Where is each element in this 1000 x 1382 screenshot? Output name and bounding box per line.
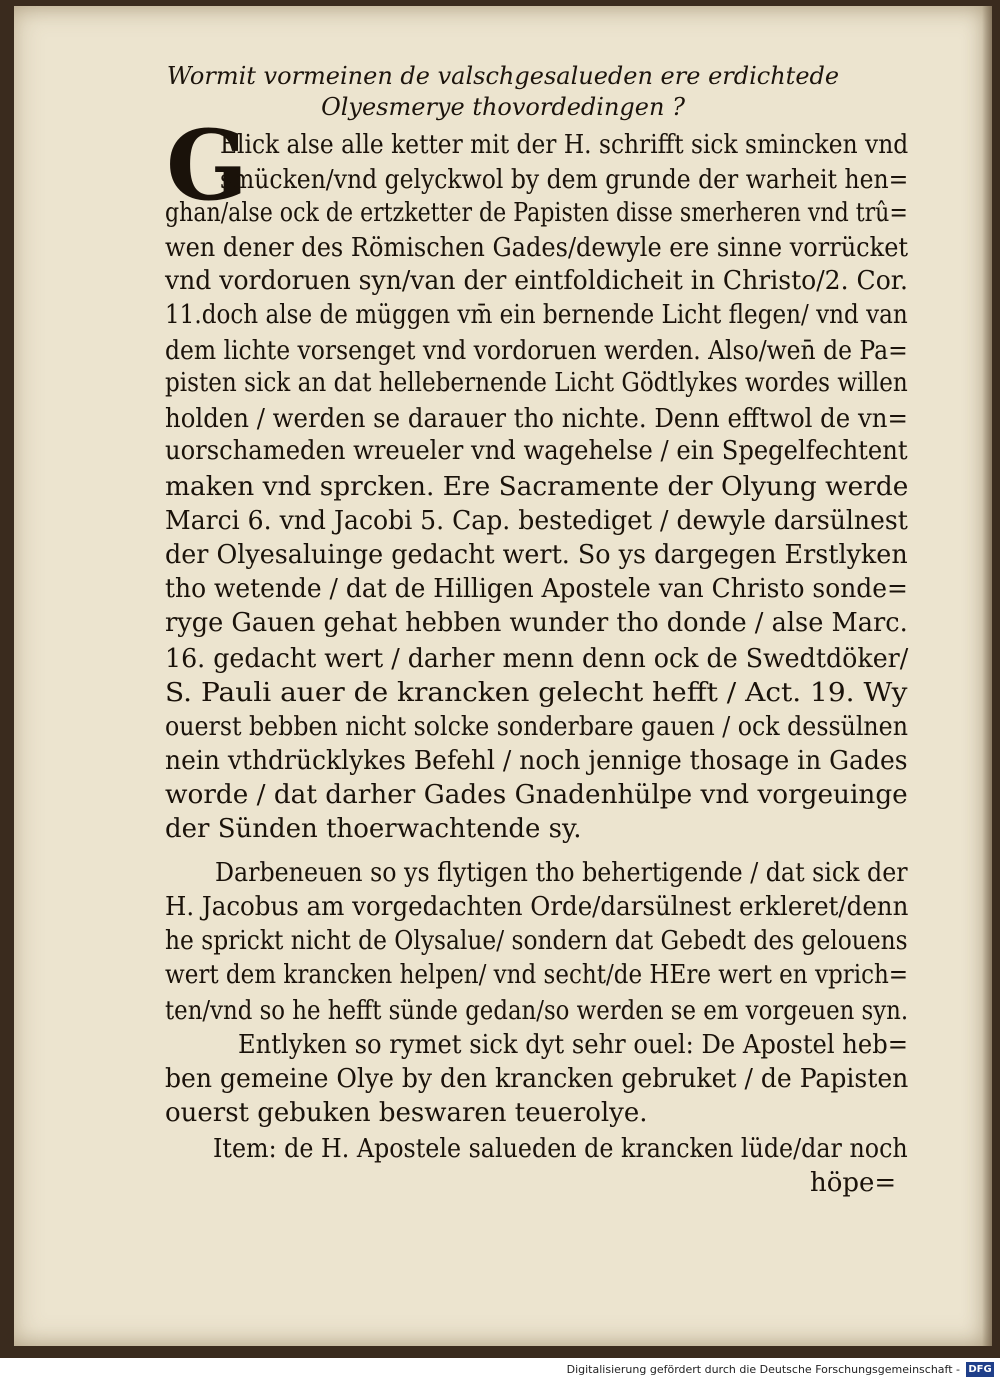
text-line: Marci 6. vnd Jacobi 5. Cap. bestediget / dewyle darsülnest [165, 506, 908, 536]
footer-bar [0, 1358, 1000, 1382]
text-line: worde / dat darher Gades Gnadenhülpe vnd vorgeuinge [165, 780, 908, 810]
text-line: ouerst gebuken beswaren teuerolye. [165, 1098, 648, 1128]
text-line: ben gemeine Olye by den krancken gebruket / de Papisten [165, 1064, 909, 1094]
book-page [14, 6, 992, 1346]
text-line: dem lichte vorsenget vnd vordoruen werden. Also/wen̄ de Pa= [165, 336, 908, 366]
funding-notice: Digitalisierung gefördert durch die Deutsche Forschungsgemeinschaft - [566, 1363, 960, 1376]
drop-capital: G [166, 109, 248, 222]
text-line: der Olyesaluinge gedacht wert. So ys dargegen Erstlyken [165, 540, 908, 570]
text-line: Elick alse alle ketter mit der H. schrifft sick smincken vnd [220, 130, 909, 160]
text-line: S. Pauli auer de krancken gelecht hefft / Act. 19. Wy [165, 678, 908, 708]
text-line: ghan/alse ock de ertzketter de Papisten disse smerheren vnd trû= [165, 198, 908, 228]
text-line: he sprickt nicht de Olysalue/ sondern dat Gebedt des gelouens [165, 926, 908, 956]
text-line: nein vthdrücklykes Befehl / noch jennige thosage in Gades [165, 746, 908, 776]
text-line: uorschameden wreueler vnd wagehelse / ein Spegelfechtent [165, 436, 908, 466]
chapter-heading-line-1: Wormit vormeinen de valschgesalueden ere erdichtede [166, 62, 840, 90]
text-line: höpe= [810, 1168, 897, 1198]
text-line: smücken/vnd gelyckwol by dem grunde der warheit hen= [220, 165, 909, 195]
text-line: Entlyken so rymet sick dyt sehr ouel: De Apostel heb= [238, 1030, 908, 1060]
text-line: ten/vnd so he hefft sünde gedan/so werden se em vorgeuen syn. [165, 996, 909, 1026]
chapter-heading-line-2: Olyesmerye thovordedingen ? [321, 93, 685, 121]
dfg-logo: DFG [966, 1362, 994, 1377]
text-line: Item: de H. Apostele salueden de krancken lüde/dar noch [213, 1134, 908, 1164]
text-line: holden / werden se darauer tho nichte. Denn efftwol de vn= [165, 404, 908, 434]
text-line: wen dener des Römischen Gades/dewyle ere sinne vorrücket [165, 233, 909, 263]
text-line: H. Jacobus am vorgedachten Orde/darsülnest erkleret/denn [165, 892, 909, 922]
text-line: tho wetende / dat de Hilligen Apostele van Christo sonde= [165, 574, 908, 604]
text-line: maken vnd sprcken. Ere Sacramente der Olyung werde [165, 472, 909, 502]
text-line: pisten sick an dat hellebernende Licht Gödtlykes wordes willen [165, 368, 908, 398]
text-line: 11.doch alse de müggen vm̄ ein bernende Licht flegen/ vnd van [165, 300, 908, 330]
text-line: vnd vordoruen syn/van der eintfoldicheit in Christo/2. Cor. [165, 266, 908, 296]
text-line: ouerst bebben nicht solcke sonderbare gauen / ock dessülnen [165, 712, 908, 742]
text-line: der Sünden thoerwachtende sy. [165, 814, 582, 844]
text-line: wert dem krancken helpen/ vnd secht/de HEre wert en vprich= [165, 960, 909, 990]
text-line: ryge Gauen gehat hebben wunder tho donde / alse Marc. [165, 608, 908, 638]
page-gutter-shadow [982, 6, 992, 1346]
text-line: Darbeneuen so ys flytigen tho behertigende / dat sick der [215, 858, 908, 888]
text-line: 16. gedacht wert / darher menn denn ock de Swedtdöker/ [165, 644, 909, 674]
